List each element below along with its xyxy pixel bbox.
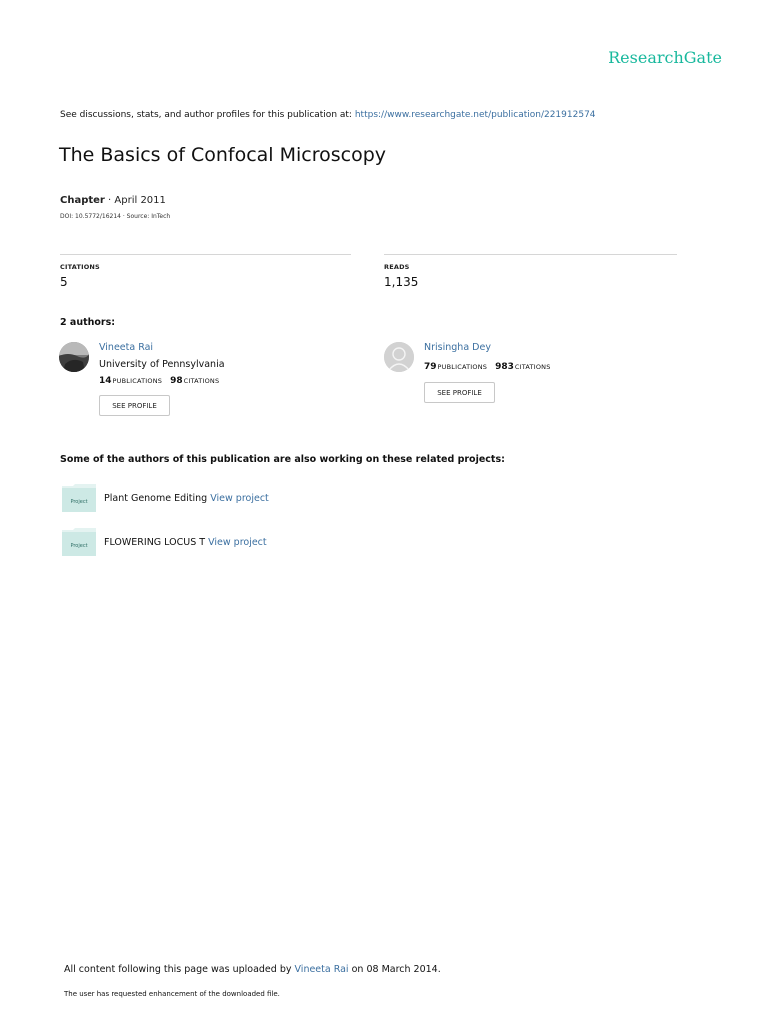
project-name: FLOWERING LOCUS T — [104, 537, 206, 548]
project-folder-icon — [62, 528, 96, 556]
author-institution: University of Pennsylvania — [99, 359, 225, 370]
uploader-link[interactable]: Vineeta Rai — [294, 964, 349, 975]
reads-label: READS — [384, 263, 410, 271]
doi-source: DOI: 10.5772/16214 · Source: InTech — [60, 213, 171, 220]
project-name: Plant Genome Editing — [104, 493, 208, 504]
upload-prefix: All content following this page was uploaded by — [64, 964, 292, 975]
enhancement-note: The user has requested enhancement of the downloaded file. — [64, 990, 280, 998]
authors-heading: 2 authors: — [60, 317, 116, 328]
publications-count: 14 — [99, 376, 112, 386]
see-profile-button[interactable]: SEE PROFILE — [99, 395, 170, 416]
project-item — [104, 493, 269, 504]
author-name-link[interactable]: Nrisingha Dey — [424, 342, 491, 353]
view-project-link[interactable]: View project — [210, 493, 269, 504]
upload-notice — [64, 964, 441, 975]
publications-label: PUBLICATIONS — [437, 363, 488, 371]
publication-date: April 2011 — [114, 195, 166, 206]
citations-label: CITATIONS — [183, 377, 220, 385]
author-photo-avatar[interactable] — [59, 342, 89, 372]
citations-label: CITATIONS — [60, 263, 100, 271]
view-project-link[interactable]: View project — [208, 537, 267, 548]
meta-separator: · — [104, 195, 115, 206]
publication-url-link[interactable]: https://www.researchgate.net/publication/221912574 — [354, 110, 596, 120]
citations-value: 5 — [60, 275, 68, 289]
publications-count: 79 — [424, 362, 437, 372]
publication-meta — [60, 195, 166, 206]
see-profile-button[interactable]: SEE PROFILE — [424, 382, 495, 403]
citations-label: CITATIONS — [514, 363, 551, 371]
researchgate-logo: ResearchGate — [608, 48, 722, 67]
divider-reads — [384, 254, 677, 255]
projects-heading: Some of the authors of this publication are also working on these related projects: — [60, 454, 505, 465]
citations-count: 983 — [495, 362, 514, 372]
upload-suffix: on 08 March 2014. — [351, 964, 441, 975]
publication-type: Chapter — [60, 195, 105, 206]
publications-label: PUBLICATIONS — [112, 377, 163, 385]
discussion-prefix: See discussions, stats, and author profiles for this publication at: — [60, 110, 352, 120]
default-avatar-icon[interactable] — [384, 342, 414, 372]
project-icon-label: Project — [70, 543, 88, 549]
author-stats — [99, 376, 227, 386]
author-name-link[interactable]: Vineeta Rai — [99, 342, 154, 353]
divider-citations — [60, 254, 351, 255]
discussion-line — [60, 110, 596, 120]
project-folder-icon — [62, 484, 96, 512]
citations-count: 98 — [170, 376, 183, 386]
author-stats — [424, 362, 559, 372]
page-title: The Basics of Confocal Microscopy — [59, 144, 387, 166]
reads-value: 1,135 — [384, 275, 419, 289]
project-icon-label: Project — [70, 499, 88, 505]
project-item — [104, 537, 267, 548]
